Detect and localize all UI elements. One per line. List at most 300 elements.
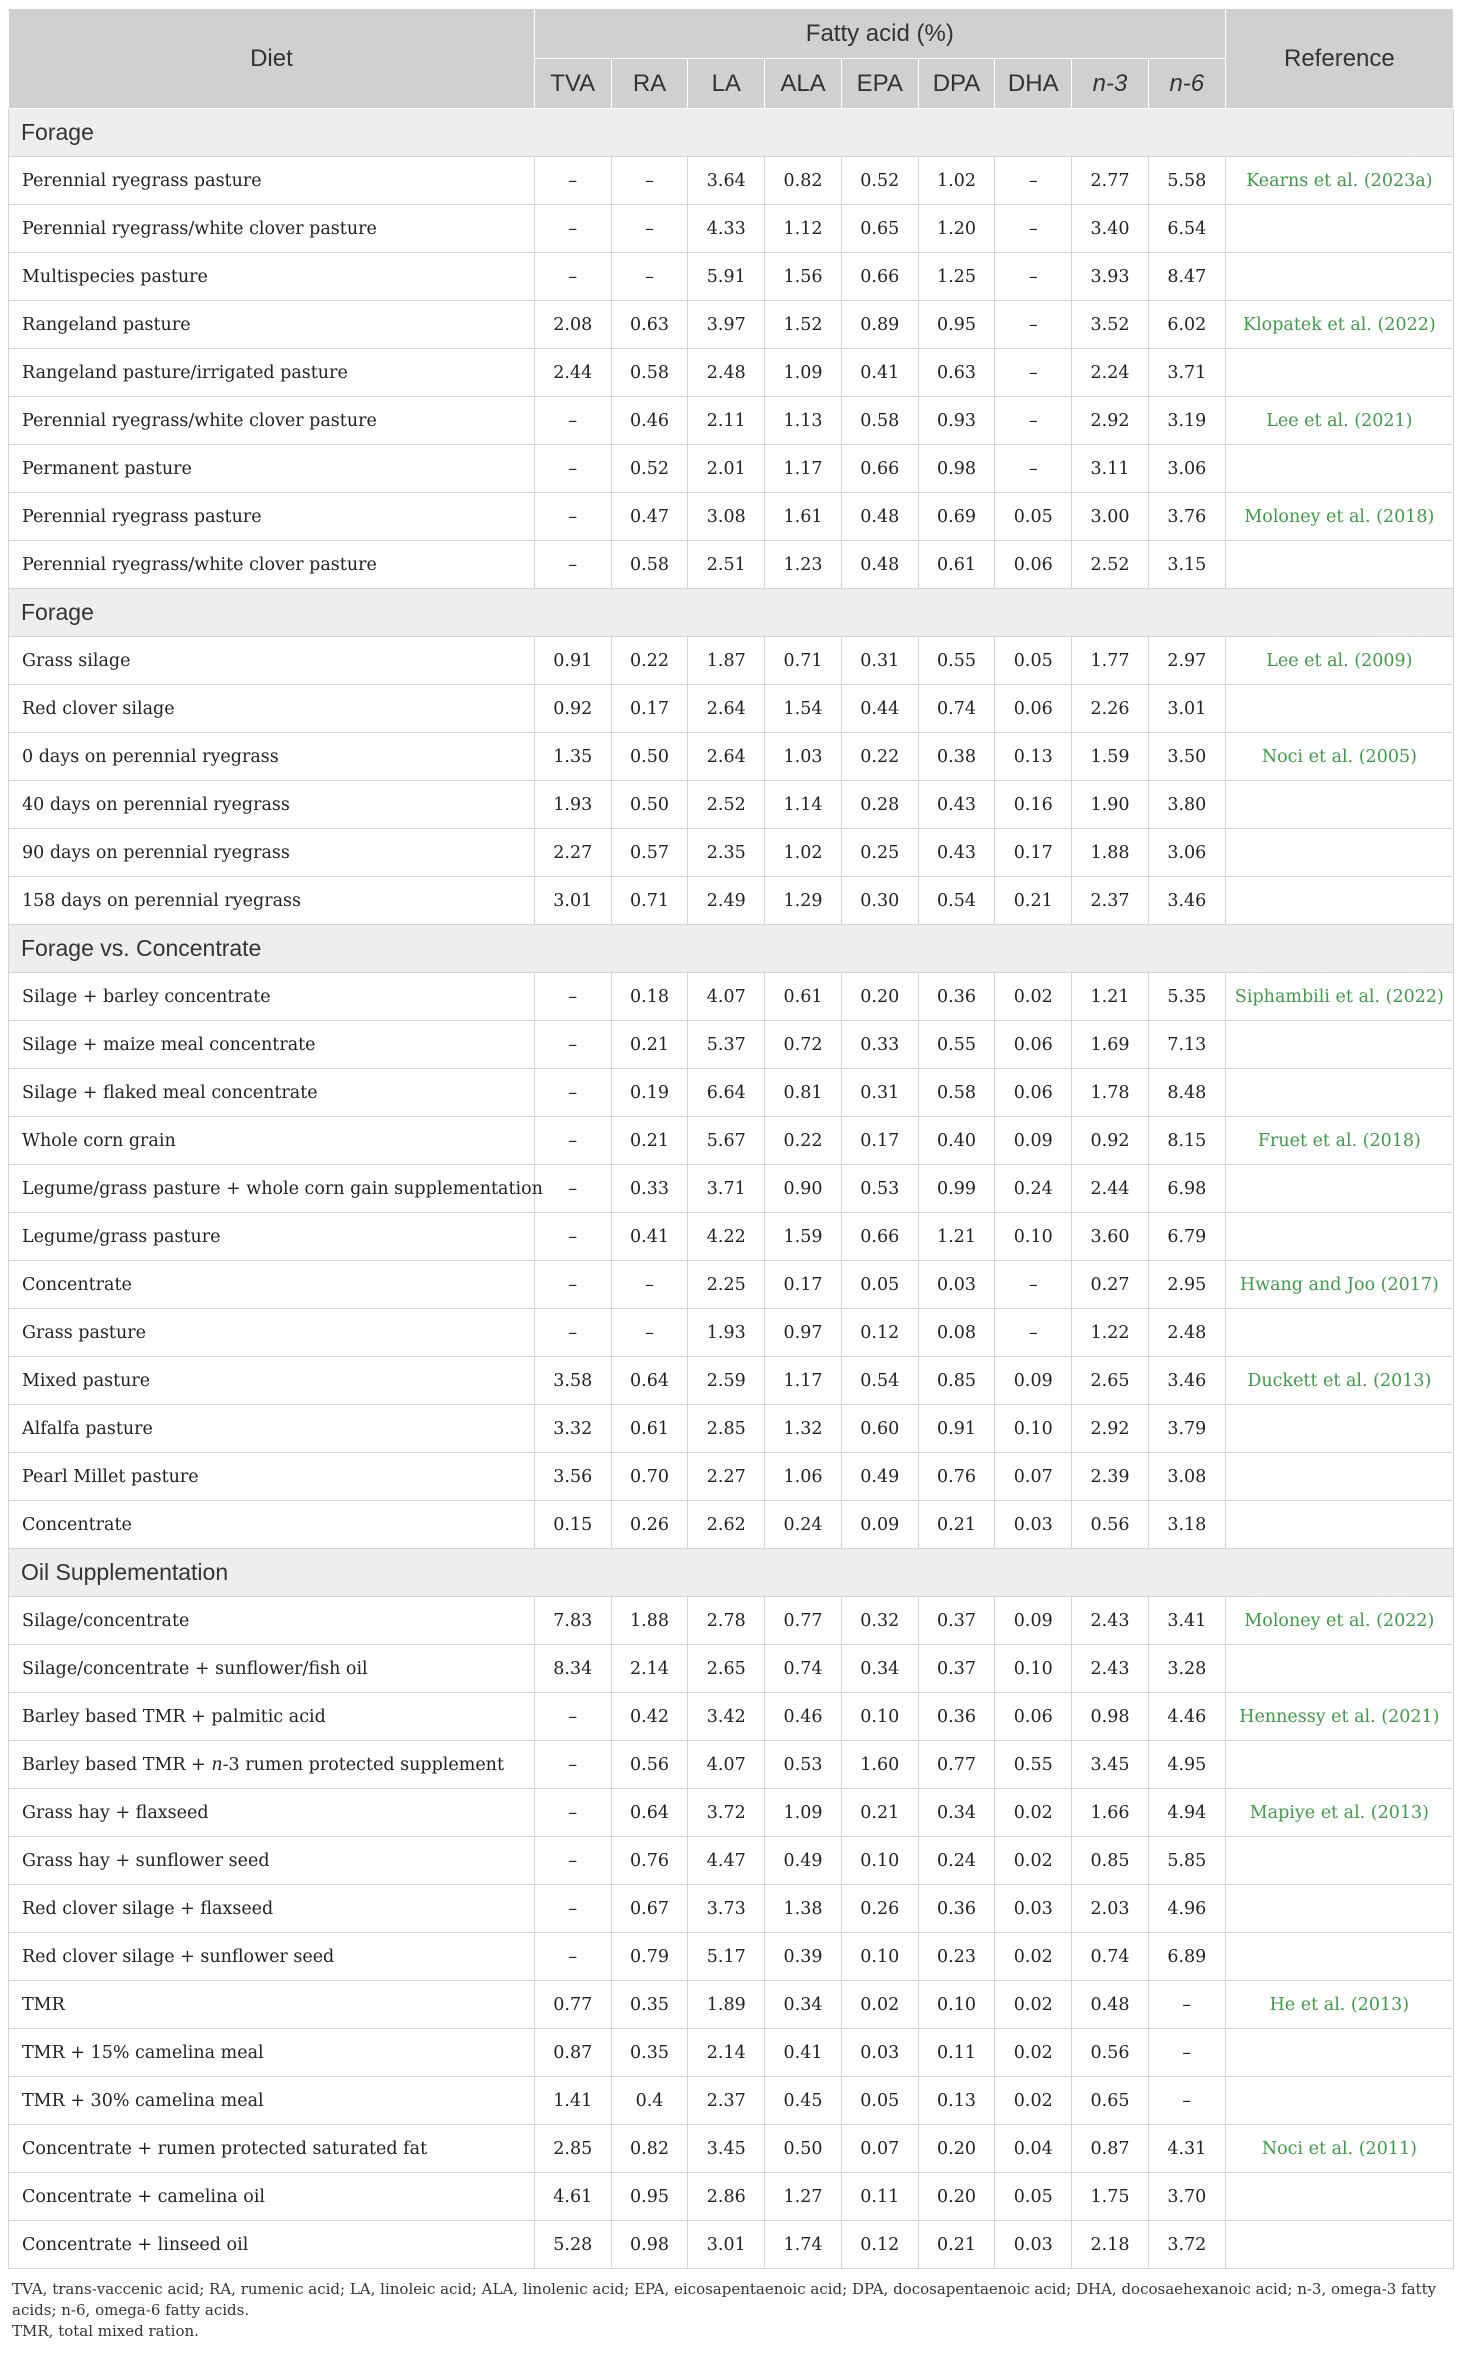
reference-link	[1225, 829, 1453, 877]
value-cell-ala: 0.82	[765, 157, 842, 205]
value-cell-ala: 0.46	[765, 1693, 842, 1741]
value-cell-n-3: 0.65	[1072, 2077, 1149, 2125]
value-cell-dpa: 0.55	[918, 1021, 995, 1069]
value-cell-la: 2.48	[688, 349, 765, 397]
table-row	[9, 1117, 1454, 1165]
value-cell-n-3: 3.60	[1072, 1213, 1149, 1261]
reference-link	[1225, 2221, 1453, 2269]
value-cell-tva: –	[534, 1021, 611, 1069]
value-cell-epa: 0.30	[841, 877, 918, 925]
reference-link	[1225, 2173, 1453, 2221]
diet-cell: Silage + maize meal concentrate	[9, 1021, 535, 1069]
value-cell-n-3: 0.56	[1072, 1501, 1149, 1549]
value-cell-n-6: 2.95	[1148, 1261, 1225, 1309]
value-cell-dha: 0.13	[995, 733, 1072, 781]
table-row	[9, 1741, 1454, 1789]
value-cell-la: 4.07	[688, 1741, 765, 1789]
value-cell-n-3: 3.52	[1072, 301, 1149, 349]
reference-link[interactable]: He et al. (2013)	[1225, 1981, 1453, 2029]
value-cell-la: 2.51	[688, 541, 765, 589]
value-cell-ra: –	[611, 1309, 688, 1357]
value-cell-dha: 0.06	[995, 685, 1072, 733]
value-cell-epa: 0.33	[841, 1021, 918, 1069]
value-cell-n-6: 3.76	[1148, 493, 1225, 541]
section-title: Forage	[9, 589, 1454, 637]
value-cell-n-3: 1.77	[1072, 637, 1149, 685]
value-cell-dpa: 0.95	[918, 301, 995, 349]
value-cell-la: 3.42	[688, 1693, 765, 1741]
value-cell-dpa: 0.03	[918, 1261, 995, 1309]
table-row	[9, 685, 1454, 733]
value-cell-ra: 0.63	[611, 301, 688, 349]
value-cell-ra: 0.18	[611, 973, 688, 1021]
table-row	[9, 637, 1454, 685]
value-cell-n-6: 5.58	[1148, 157, 1225, 205]
value-cell-ala: 0.61	[765, 973, 842, 1021]
value-cell-n-3: 0.92	[1072, 1117, 1149, 1165]
table-row	[9, 2221, 1454, 2269]
value-cell-ala: 0.39	[765, 1933, 842, 1981]
value-cell-tva: 1.41	[534, 2077, 611, 2125]
value-cell-epa: 0.58	[841, 397, 918, 445]
diet-cell: Concentrate + rumen protected saturated fat	[9, 2125, 535, 2173]
reference-link[interactable]: Lee et al. (2009)	[1225, 637, 1453, 685]
value-cell-n-6: 4.31	[1148, 2125, 1225, 2173]
reference-link[interactable]: Hennessy et al. (2021)	[1225, 1693, 1453, 1741]
value-cell-epa: 0.31	[841, 1069, 918, 1117]
value-cell-tva: 8.34	[534, 1645, 611, 1693]
table-row	[9, 1693, 1454, 1741]
value-cell-ra: 0.95	[611, 2173, 688, 2221]
reference-link[interactable]: Hwang and Joo (2017)	[1225, 1261, 1453, 1309]
reference-link	[1225, 1885, 1453, 1933]
value-cell-dpa: 0.37	[918, 1645, 995, 1693]
value-cell-ra: 0.71	[611, 877, 688, 925]
value-cell-epa: 1.60	[841, 1741, 918, 1789]
value-cell-tva: –	[534, 493, 611, 541]
value-cell-n-6: 3.46	[1148, 1357, 1225, 1405]
value-cell-n-6: 4.94	[1148, 1789, 1225, 1837]
value-cell-n-3: 1.22	[1072, 1309, 1149, 1357]
value-cell-n-3: 0.87	[1072, 2125, 1149, 2173]
diet-cell: Legume/grass pasture + whole corn gain supplementation	[9, 1165, 535, 1213]
table-row	[9, 1501, 1454, 1549]
value-cell-la: 2.65	[688, 1645, 765, 1693]
value-cell-dpa: 0.23	[918, 1933, 995, 1981]
value-cell-ra: 0.21	[611, 1117, 688, 1165]
value-cell-la: 4.33	[688, 205, 765, 253]
reference-link	[1225, 1933, 1453, 1981]
value-cell-n-3: 1.59	[1072, 733, 1149, 781]
value-cell-ra: –	[611, 157, 688, 205]
value-cell-ra: 0.50	[611, 733, 688, 781]
value-cell-ra: 0.98	[611, 2221, 688, 2269]
value-cell-epa: 0.21	[841, 1789, 918, 1837]
value-cell-epa: 0.07	[841, 2125, 918, 2173]
value-cell-n-6: –	[1148, 2029, 1225, 2077]
value-cell-ala: 1.54	[765, 685, 842, 733]
value-cell-la: 2.01	[688, 445, 765, 493]
value-cell-n-6: 6.54	[1148, 205, 1225, 253]
value-cell-tva: –	[534, 1741, 611, 1789]
reference-link[interactable]: Fruet et al. (2018)	[1225, 1117, 1453, 1165]
value-cell-ra: 2.14	[611, 1645, 688, 1693]
value-cell-ra: 0.35	[611, 1981, 688, 2029]
value-cell-n-6: 3.06	[1148, 829, 1225, 877]
value-cell-ala: 1.27	[765, 2173, 842, 2221]
header-col-dpa: DPA	[918, 59, 995, 109]
reference-link[interactable]: Lee et al. (2021)	[1225, 397, 1453, 445]
value-cell-ala: 1.29	[765, 877, 842, 925]
value-cell-dpa: 0.91	[918, 1405, 995, 1453]
section-title: Forage vs. Concentrate	[9, 925, 1454, 973]
reference-link	[1225, 1837, 1453, 1885]
value-cell-dpa: 0.21	[918, 2221, 995, 2269]
value-cell-tva: –	[534, 205, 611, 253]
value-cell-ala: 1.61	[765, 493, 842, 541]
value-cell-epa: 0.48	[841, 493, 918, 541]
value-cell-dpa: 0.76	[918, 1453, 995, 1501]
value-cell-dha: 0.10	[995, 1405, 1072, 1453]
value-cell-dpa: 0.99	[918, 1165, 995, 1213]
reference-link[interactable]: Moloney et al. (2022)	[1225, 1597, 1453, 1645]
value-cell-n-3: 0.27	[1072, 1261, 1149, 1309]
reference-link	[1225, 541, 1453, 589]
value-cell-ra: 0.26	[611, 1501, 688, 1549]
value-cell-dha: 0.02	[995, 2029, 1072, 2077]
value-cell-ala: 0.49	[765, 1837, 842, 1885]
reference-link	[1225, 1645, 1453, 1693]
value-cell-dha: –	[995, 349, 1072, 397]
value-cell-epa: 0.66	[841, 445, 918, 493]
value-cell-ala: 0.17	[765, 1261, 842, 1309]
diet-cell: Barley based TMR + n-3 rumen protected supplement	[9, 1741, 535, 1789]
value-cell-ra: 0.46	[611, 397, 688, 445]
value-cell-ala: 1.74	[765, 2221, 842, 2269]
value-cell-dpa: 0.36	[918, 1693, 995, 1741]
value-cell-n-3: 2.24	[1072, 349, 1149, 397]
value-cell-ala: 0.50	[765, 2125, 842, 2173]
value-cell-n-3: 0.98	[1072, 1693, 1149, 1741]
value-cell-tva: 3.01	[534, 877, 611, 925]
table-row	[9, 205, 1454, 253]
value-cell-tva: –	[534, 1165, 611, 1213]
value-cell-ala: 1.59	[765, 1213, 842, 1261]
value-cell-la: 2.85	[688, 1405, 765, 1453]
reference-link[interactable]: Kearns et al. (2023a)	[1225, 157, 1453, 205]
diet-cell: Silage/concentrate + sunflower/fish oil	[9, 1645, 535, 1693]
value-cell-tva: 0.91	[534, 637, 611, 685]
value-cell-tva: 1.35	[534, 733, 611, 781]
value-cell-dha: 0.02	[995, 1837, 1072, 1885]
value-cell-dpa: 0.74	[918, 685, 995, 733]
value-cell-ra: 0.22	[611, 637, 688, 685]
diet-cell: Mixed pasture	[9, 1357, 535, 1405]
value-cell-la: 2.14	[688, 2029, 765, 2077]
value-cell-la: 2.78	[688, 1597, 765, 1645]
reference-link[interactable]: Duckett et al. (2013)	[1225, 1357, 1453, 1405]
value-cell-epa: 0.22	[841, 733, 918, 781]
value-cell-tva: 0.92	[534, 685, 611, 733]
value-cell-ra: 0.82	[611, 2125, 688, 2173]
value-cell-dha: 0.24	[995, 1165, 1072, 1213]
value-cell-n-6: 6.98	[1148, 1165, 1225, 1213]
value-cell-n-3: 2.65	[1072, 1357, 1149, 1405]
reference-link	[1225, 1165, 1453, 1213]
diet-cell: Perennial ryegrass/white clover pasture	[9, 541, 535, 589]
value-cell-dpa: 0.40	[918, 1117, 995, 1165]
value-cell-n-3: 2.43	[1072, 1597, 1149, 1645]
value-cell-la: 3.64	[688, 157, 765, 205]
value-cell-la: 5.37	[688, 1021, 765, 1069]
value-cell-n-6: 6.02	[1148, 301, 1225, 349]
value-cell-dpa: 0.21	[918, 1501, 995, 1549]
value-cell-tva: 3.58	[534, 1357, 611, 1405]
diet-cell: TMR	[9, 1981, 535, 2029]
value-cell-la: 2.52	[688, 781, 765, 829]
value-cell-ra: 0.4	[611, 2077, 688, 2125]
table-row	[9, 157, 1454, 205]
value-cell-dpa: 0.37	[918, 1597, 995, 1645]
value-cell-ala: 1.03	[765, 733, 842, 781]
value-cell-la: 5.67	[688, 1117, 765, 1165]
value-cell-epa: 0.12	[841, 2221, 918, 2269]
value-cell-dha: 0.10	[995, 1213, 1072, 1261]
value-cell-dha: 0.02	[995, 1981, 1072, 2029]
value-cell-ra: 0.47	[611, 493, 688, 541]
reference-link	[1225, 1741, 1453, 1789]
value-cell-n-6: 6.89	[1148, 1933, 1225, 1981]
table-row	[9, 1789, 1454, 1837]
value-cell-ra: 0.50	[611, 781, 688, 829]
value-cell-epa: 0.25	[841, 829, 918, 877]
value-cell-dha: 0.03	[995, 2221, 1072, 2269]
value-cell-dpa: 0.36	[918, 1885, 995, 1933]
value-cell-n-3: 0.85	[1072, 1837, 1149, 1885]
table-row	[9, 733, 1454, 781]
value-cell-epa: 0.41	[841, 349, 918, 397]
value-cell-tva: –	[534, 1309, 611, 1357]
value-cell-dpa: 1.02	[918, 157, 995, 205]
table-row	[9, 781, 1454, 829]
diet-cell: Perennial ryegrass/white clover pasture	[9, 205, 535, 253]
value-cell-dha: –	[995, 397, 1072, 445]
value-cell-n-3: 2.03	[1072, 1885, 1149, 1933]
value-cell-ala: 1.09	[765, 1789, 842, 1837]
value-cell-la: 2.64	[688, 685, 765, 733]
section-title: Oil Supplementation	[9, 1549, 1454, 1597]
value-cell-dha: –	[995, 157, 1072, 205]
table-row	[9, 2125, 1454, 2173]
value-cell-la: 2.64	[688, 733, 765, 781]
value-cell-n-3: 2.26	[1072, 685, 1149, 733]
value-cell-n-6: 8.15	[1148, 1117, 1225, 1165]
value-cell-tva: 2.85	[534, 2125, 611, 2173]
value-cell-ra: 0.76	[611, 1837, 688, 1885]
value-cell-ala: 0.34	[765, 1981, 842, 2029]
value-cell-dha: 0.02	[995, 1933, 1072, 1981]
value-cell-ala: 1.02	[765, 829, 842, 877]
value-cell-ala: 1.17	[765, 1357, 842, 1405]
value-cell-dha: 0.03	[995, 1885, 1072, 1933]
value-cell-epa: 0.31	[841, 637, 918, 685]
value-cell-n-3: 0.74	[1072, 1933, 1149, 1981]
reference-link[interactable]: Mapiye et al. (2013)	[1225, 1789, 1453, 1837]
value-cell-la: 2.49	[688, 877, 765, 925]
table-row	[9, 1645, 1454, 1693]
value-cell-ala: 0.90	[765, 1165, 842, 1213]
value-cell-tva: 0.77	[534, 1981, 611, 2029]
value-cell-dha: –	[995, 253, 1072, 301]
table-row	[9, 2029, 1454, 2077]
value-cell-n-6: 3.28	[1148, 1645, 1225, 1693]
reference-link[interactable]: Moloney et al. (2018)	[1225, 493, 1453, 541]
value-cell-n-6: 3.06	[1148, 445, 1225, 493]
table-row	[9, 1021, 1454, 1069]
reference-link[interactable]: Klopatek et al. (2022)	[1225, 301, 1453, 349]
table-row	[9, 1885, 1454, 1933]
table-row	[9, 1597, 1454, 1645]
diet-cell: Concentrate + linseed oil	[9, 2221, 535, 2269]
value-cell-tva: 2.08	[534, 301, 611, 349]
header-reference: Reference	[1225, 9, 1453, 109]
value-cell-la: 3.08	[688, 493, 765, 541]
table-row	[9, 1069, 1454, 1117]
reference-link	[1225, 2029, 1453, 2077]
reference-link[interactable]: Noci et al. (2011)	[1225, 2125, 1453, 2173]
diet-cell: Whole corn grain	[9, 1117, 535, 1165]
value-cell-dpa: 0.54	[918, 877, 995, 925]
value-cell-epa: 0.10	[841, 1933, 918, 1981]
value-cell-n-6: 5.35	[1148, 973, 1225, 1021]
diet-cell: Silage + flaked meal concentrate	[9, 1069, 535, 1117]
table-row	[9, 1453, 1454, 1501]
value-cell-ra: 0.19	[611, 1069, 688, 1117]
value-cell-tva: 3.56	[534, 1453, 611, 1501]
value-cell-tva: –	[534, 253, 611, 301]
value-cell-n-3: 1.78	[1072, 1069, 1149, 1117]
value-cell-dpa: 0.77	[918, 1741, 995, 1789]
reference-link	[1225, 2077, 1453, 2125]
value-cell-dpa: 0.20	[918, 2125, 995, 2173]
value-cell-la: 3.97	[688, 301, 765, 349]
value-cell-dpa: 0.13	[918, 2077, 995, 2125]
reference-link[interactable]: Noci et al. (2005)	[1225, 733, 1453, 781]
table-row	[9, 1261, 1454, 1309]
value-cell-ra: –	[611, 253, 688, 301]
reference-link	[1225, 253, 1453, 301]
reference-link	[1225, 781, 1453, 829]
value-cell-tva: 2.44	[534, 349, 611, 397]
value-cell-dpa: 0.58	[918, 1069, 995, 1117]
table-row	[9, 973, 1454, 1021]
value-cell-n-3: 2.92	[1072, 397, 1149, 445]
value-cell-n-3: 2.37	[1072, 877, 1149, 925]
value-cell-dha: 0.09	[995, 1357, 1072, 1405]
value-cell-ra: 0.70	[611, 1453, 688, 1501]
value-cell-ala: 0.41	[765, 2029, 842, 2077]
value-cell-n-6: 5.85	[1148, 1837, 1225, 1885]
diet-cell: 0 days on perennial ryegrass	[9, 733, 535, 781]
value-cell-dha: 0.07	[995, 1453, 1072, 1501]
header-col-n-3: n-3	[1072, 59, 1149, 109]
value-cell-epa: 0.05	[841, 2077, 918, 2125]
value-cell-dha: 0.02	[995, 2077, 1072, 2125]
value-cell-la: 3.73	[688, 1885, 765, 1933]
value-cell-epa: 0.28	[841, 781, 918, 829]
value-cell-ra: –	[611, 205, 688, 253]
value-cell-la: 3.45	[688, 2125, 765, 2173]
value-cell-n-3: 0.48	[1072, 1981, 1149, 2029]
reference-link	[1225, 1453, 1453, 1501]
value-cell-n-3: 3.11	[1072, 445, 1149, 493]
reference-link	[1225, 1405, 1453, 1453]
value-cell-dha: 0.02	[995, 1789, 1072, 1837]
value-cell-la: 1.87	[688, 637, 765, 685]
value-cell-dpa: 0.34	[918, 1789, 995, 1837]
value-cell-n-6: 3.19	[1148, 397, 1225, 445]
value-cell-tva: 0.87	[534, 2029, 611, 2077]
value-cell-tva: 2.27	[534, 829, 611, 877]
diet-cell: Grass hay + sunflower seed	[9, 1837, 535, 1885]
value-cell-dha: 0.06	[995, 1021, 1072, 1069]
abbreviations-note: TVA, trans-vaccenic acid; RA, rumenic acid; LA, linoleic acid; ALA, linolenic acid; EPA, eicosapentaenoic acid; DPA, docosapentaenoic acid; DHA, docosaehexanoic acid; n-3, omega-3 fatty acids; n-6, omega-6 fatty acids.	[12, 2280, 1437, 2319]
value-cell-ala: 1.38	[765, 1885, 842, 1933]
value-cell-epa: 0.12	[841, 1309, 918, 1357]
value-cell-dpa: 1.21	[918, 1213, 995, 1261]
reference-link[interactable]: Siphambili et al. (2022)	[1225, 973, 1453, 1021]
table-row	[9, 1309, 1454, 1357]
value-cell-n-6: 3.79	[1148, 1405, 1225, 1453]
value-cell-n-3: 3.93	[1072, 253, 1149, 301]
value-cell-dha: 0.16	[995, 781, 1072, 829]
value-cell-epa: 0.32	[841, 1597, 918, 1645]
value-cell-dha: 0.02	[995, 973, 1072, 1021]
diet-cell: TMR + 15% camelina meal	[9, 2029, 535, 2077]
value-cell-n-6: 4.96	[1148, 1885, 1225, 1933]
value-cell-n-6: –	[1148, 1981, 1225, 2029]
diet-cell: Grass silage	[9, 637, 535, 685]
diet-cell: Barley based TMR + palmitic acid	[9, 1693, 535, 1741]
value-cell-dha: 0.05	[995, 2173, 1072, 2221]
value-cell-ra: –	[611, 1261, 688, 1309]
table-row	[9, 829, 1454, 877]
value-cell-dpa: 1.20	[918, 205, 995, 253]
value-cell-tva: 1.93	[534, 781, 611, 829]
value-cell-tva: 0.15	[534, 1501, 611, 1549]
value-cell-la: 2.11	[688, 397, 765, 445]
value-cell-dha: 0.03	[995, 1501, 1072, 1549]
diet-cell: Perennial ryegrass/white clover pasture	[9, 397, 535, 445]
value-cell-ra: 0.56	[611, 1741, 688, 1789]
value-cell-dpa: 0.98	[918, 445, 995, 493]
value-cell-ra: 0.58	[611, 541, 688, 589]
value-cell-ala: 1.32	[765, 1405, 842, 1453]
diet-cell: 40 days on perennial ryegrass	[9, 781, 535, 829]
header-col-dha: DHA	[995, 59, 1072, 109]
value-cell-tva: 3.32	[534, 1405, 611, 1453]
value-cell-ra: 1.88	[611, 1597, 688, 1645]
value-cell-ra: 0.21	[611, 1021, 688, 1069]
table-row	[9, 1213, 1454, 1261]
value-cell-tva: –	[534, 1837, 611, 1885]
value-cell-n-6: 3.46	[1148, 877, 1225, 925]
value-cell-tva: –	[534, 1213, 611, 1261]
diet-cell: Rangeland pasture/irrigated pasture	[9, 349, 535, 397]
diet-cell: TMR + 30% camelina meal	[9, 2077, 535, 2125]
value-cell-n-6: 3.80	[1148, 781, 1225, 829]
diet-cell: Silage/concentrate	[9, 1597, 535, 1645]
